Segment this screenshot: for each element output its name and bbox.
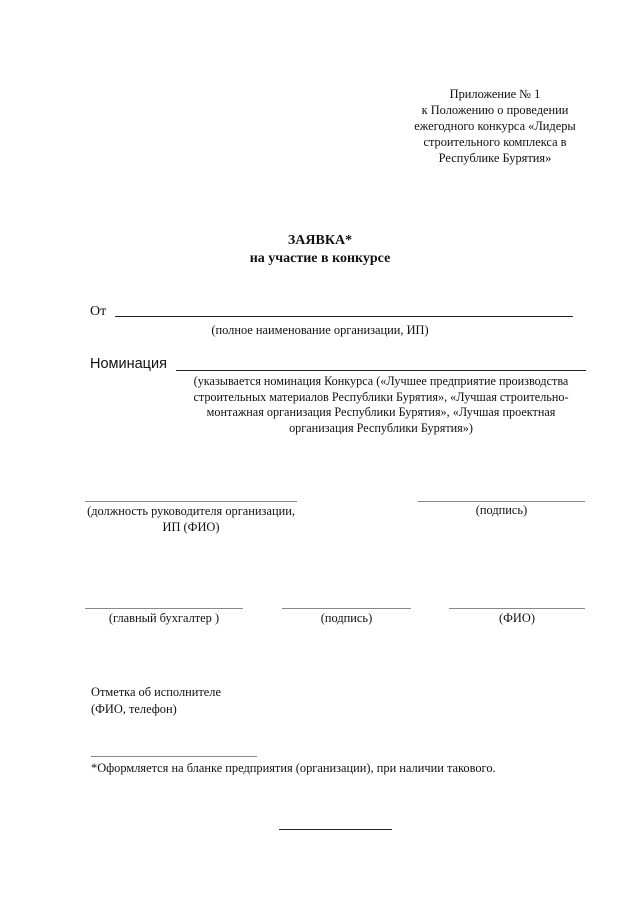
accountant-name-line bbox=[449, 608, 585, 609]
accountant-signature-caption: (подпись) bbox=[320, 611, 373, 625]
footnote-separator bbox=[91, 756, 257, 757]
appendix-line: ежегодного конкурса «Лидеры bbox=[414, 119, 576, 133]
appendix-line: строительного комплекса в bbox=[423, 135, 567, 149]
nomination-hint-line: (указывается номинация Конкурса («Лучшее предприятие производства bbox=[193, 374, 569, 388]
appendix-line: к Положению о проведении bbox=[421, 103, 569, 117]
appendix-line: Республике Бурятия» bbox=[438, 151, 552, 165]
end-line bbox=[279, 829, 392, 830]
head-position-line2: ИП (ФИО) bbox=[162, 520, 220, 534]
executor-line1: Отметка об исполнителе bbox=[91, 685, 221, 699]
accountant-signature-line bbox=[282, 608, 411, 609]
nomination-hint-line: организация Республики Бурятия») bbox=[289, 420, 473, 435]
head-signature-line bbox=[418, 501, 585, 502]
nomination-label: Номинация bbox=[90, 356, 167, 372]
head-position-line bbox=[85, 501, 297, 502]
accountant-role-line bbox=[85, 608, 243, 609]
nomination-hint-line: монтажная организация Республики Бурятия», «Лучшая проектная bbox=[206, 405, 556, 419]
footnote-text: *Оформляется на бланке предприятия (организации), при наличии такового. bbox=[91, 761, 496, 775]
document-title: ЗАЯВКА* bbox=[287, 233, 353, 248]
head-signature-caption: (подпись) bbox=[475, 503, 528, 517]
appendix-block bbox=[380, 86, 610, 166]
head-position-caption bbox=[85, 503, 297, 535]
appendix-line: Приложение № 1 bbox=[449, 87, 541, 101]
executor-block bbox=[91, 684, 221, 718]
head-position-line1: (должность руководителя организации, bbox=[87, 504, 295, 518]
executor-line2: (ФИО, телефон) bbox=[91, 702, 177, 716]
nomination-hint-line: строительных материалов Республики Бурятия», «Лучшая строительно- bbox=[193, 389, 569, 404]
nomination-hint bbox=[165, 374, 597, 436]
from-fill-line bbox=[115, 316, 573, 317]
document-subtitle: на участие в конкурсе bbox=[249, 251, 391, 266]
accountant-name-caption: (ФИО) bbox=[499, 611, 535, 625]
nomination-fill-line bbox=[176, 370, 586, 371]
from-label: От bbox=[90, 304, 107, 319]
from-hint: (полное наименование организации, ИП) bbox=[211, 323, 429, 337]
accountant-role-caption: (главный бухгалтер ) bbox=[108, 611, 220, 625]
